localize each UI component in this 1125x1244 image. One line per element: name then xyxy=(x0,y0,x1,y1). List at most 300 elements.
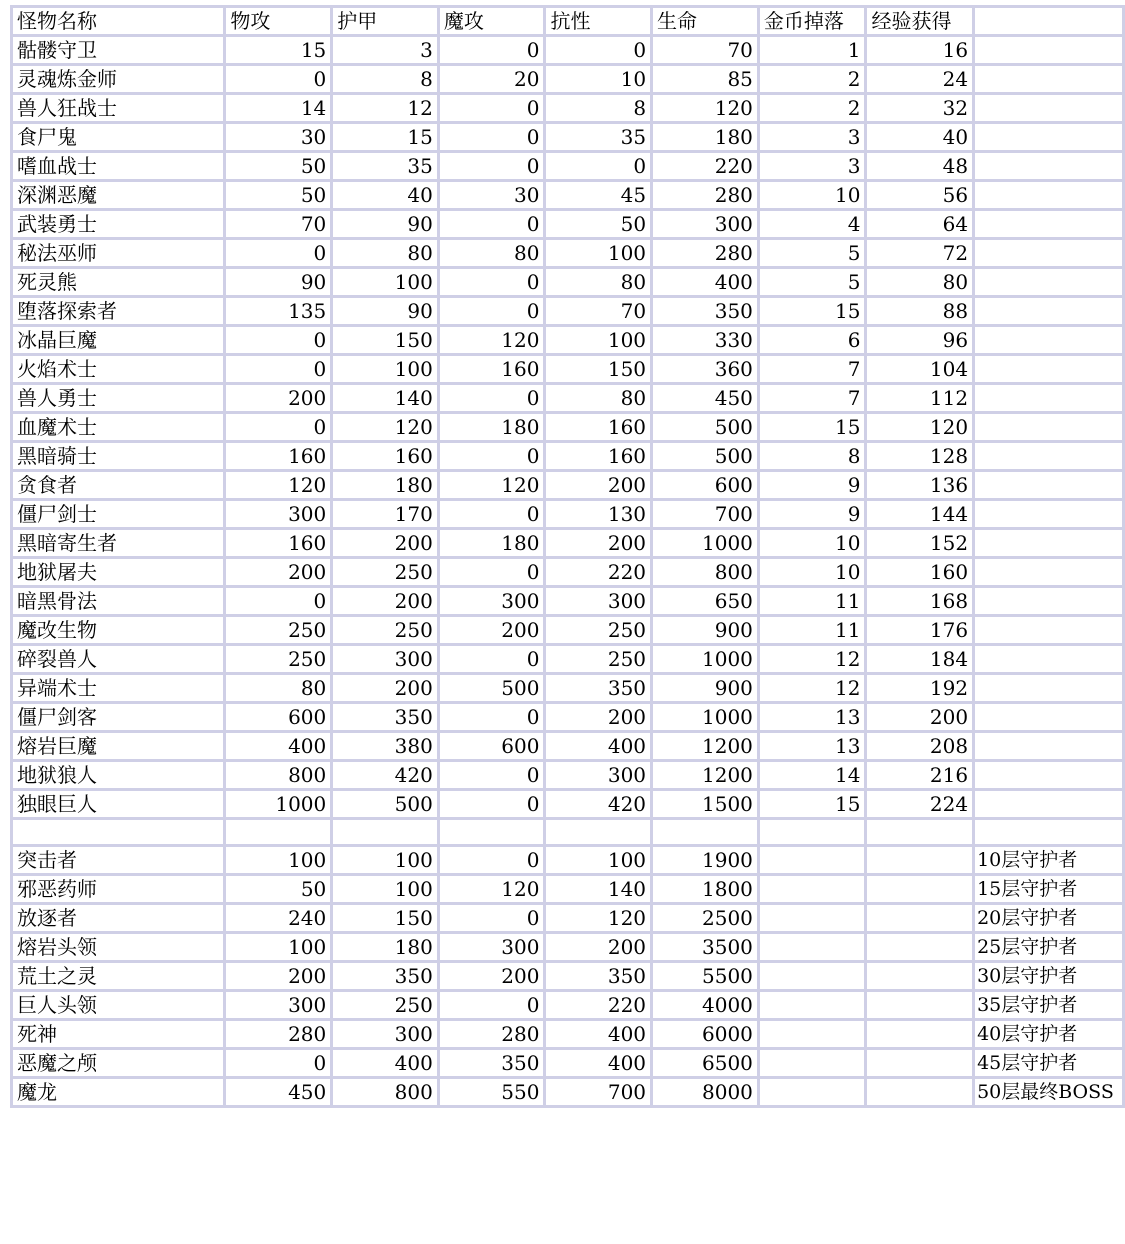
header-cell-armor[interactable]: 护甲 xyxy=(332,7,439,36)
cell-magic-attack[interactable] xyxy=(438,819,545,846)
cell-gold-drop[interactable]: 2 xyxy=(758,65,866,94)
cell-hp[interactable]: 900 xyxy=(652,674,759,703)
cell-name[interactable]: 魔龙 xyxy=(12,1077,225,1106)
cell-exp-gain[interactable] xyxy=(866,1048,974,1077)
cell-attack[interactable]: 0 xyxy=(225,355,332,384)
cell-exp-gain[interactable] xyxy=(866,874,974,903)
cell-name[interactable]: 秘法巫师 xyxy=(12,239,225,268)
cell-magic-attack[interactable]: 0 xyxy=(438,152,545,181)
cell-note[interactable] xyxy=(974,703,1124,732)
cell-gold-drop[interactable]: 5 xyxy=(758,268,866,297)
cell-resistance[interactable] xyxy=(545,819,652,846)
cell-gold-drop[interactable] xyxy=(758,990,866,1019)
cell-resistance[interactable]: 200 xyxy=(545,703,652,732)
cell-armor[interactable]: 160 xyxy=(332,442,439,471)
cell-name[interactable]: 食尸鬼 xyxy=(12,123,225,152)
cell-magic-attack[interactable]: 120 xyxy=(438,471,545,500)
cell-resistance[interactable]: 700 xyxy=(545,1077,652,1106)
cell-attack[interactable]: 200 xyxy=(225,558,332,587)
cell-attack[interactable]: 50 xyxy=(225,152,332,181)
cell-name[interactable]: 恶魔之颅 xyxy=(12,1048,225,1077)
cell-magic-attack[interactable]: 200 xyxy=(438,616,545,645)
cell-name[interactable]: 兽人狂战士 xyxy=(12,94,225,123)
cell-resistance[interactable]: 350 xyxy=(545,674,652,703)
cell-magic-attack[interactable]: 280 xyxy=(438,1019,545,1048)
cell-resistance[interactable]: 220 xyxy=(545,558,652,587)
cell-resistance[interactable]: 250 xyxy=(545,616,652,645)
cell-magic-attack[interactable]: 180 xyxy=(438,413,545,442)
cell-note[interactable]: 25层守护者 xyxy=(974,932,1124,961)
cell-name[interactable]: 僵尸剑客 xyxy=(12,703,225,732)
cell-exp-gain[interactable]: 160 xyxy=(866,558,974,587)
cell-exp-gain[interactable]: 208 xyxy=(866,732,974,761)
cell-attack[interactable]: 15 xyxy=(225,36,332,65)
cell-gold-drop[interactable]: 9 xyxy=(758,500,866,529)
cell-note[interactable] xyxy=(974,471,1124,500)
cell-resistance[interactable]: 35 xyxy=(545,123,652,152)
cell-note[interactable] xyxy=(974,442,1124,471)
cell-magic-attack[interactable]: 0 xyxy=(438,645,545,674)
cell-name[interactable]: 荒土之灵 xyxy=(12,961,225,990)
cell-hp[interactable] xyxy=(652,819,759,846)
cell-hp[interactable]: 500 xyxy=(652,442,759,471)
cell-exp-gain[interactable] xyxy=(866,961,974,990)
cell-armor[interactable]: 500 xyxy=(332,790,439,819)
cell-exp-gain[interactable] xyxy=(866,932,974,961)
cell-magic-attack[interactable]: 0 xyxy=(438,442,545,471)
cell-magic-attack[interactable]: 300 xyxy=(438,587,545,616)
cell-magic-attack[interactable]: 300 xyxy=(438,932,545,961)
cell-armor[interactable]: 100 xyxy=(332,845,439,874)
cell-exp-gain[interactable]: 48 xyxy=(866,152,974,181)
cell-resistance[interactable]: 220 xyxy=(545,990,652,1019)
cell-exp-gain[interactable]: 192 xyxy=(866,674,974,703)
cell-attack[interactable]: 240 xyxy=(225,903,332,932)
cell-exp-gain[interactable]: 16 xyxy=(866,36,974,65)
cell-hp[interactable]: 6500 xyxy=(652,1048,759,1077)
cell-hp[interactable]: 400 xyxy=(652,268,759,297)
cell-attack[interactable]: 0 xyxy=(225,587,332,616)
cell-armor[interactable]: 250 xyxy=(332,990,439,1019)
cell-armor[interactable]: 150 xyxy=(332,903,439,932)
header-cell-magic-attack[interactable]: 魔攻 xyxy=(438,7,545,36)
cell-attack[interactable]: 0 xyxy=(225,65,332,94)
cell-note[interactable]: 45层守护者 xyxy=(974,1048,1124,1077)
cell-gold-drop[interactable]: 13 xyxy=(758,703,866,732)
header-cell-gold-drop[interactable]: 金币掉落 xyxy=(758,7,866,36)
cell-armor[interactable]: 800 xyxy=(332,1077,439,1106)
cell-attack[interactable]: 14 xyxy=(225,94,332,123)
cell-gold-drop[interactable]: 10 xyxy=(758,558,866,587)
cell-magic-attack[interactable]: 0 xyxy=(438,558,545,587)
cell-hp[interactable]: 900 xyxy=(652,616,759,645)
cell-name[interactable]: 突击者 xyxy=(12,845,225,874)
cell-note[interactable] xyxy=(974,94,1124,123)
cell-armor[interactable]: 3 xyxy=(332,36,439,65)
cell-hp[interactable]: 220 xyxy=(652,152,759,181)
cell-armor[interactable]: 300 xyxy=(332,645,439,674)
cell-gold-drop[interactable] xyxy=(758,1019,866,1048)
cell-magic-attack[interactable]: 0 xyxy=(438,990,545,1019)
cell-exp-gain[interactable]: 104 xyxy=(866,355,974,384)
cell-note[interactable] xyxy=(974,500,1124,529)
cell-attack[interactable]: 70 xyxy=(225,210,332,239)
cell-gold-drop[interactable]: 12 xyxy=(758,674,866,703)
cell-armor[interactable]: 180 xyxy=(332,932,439,961)
cell-exp-gain[interactable]: 184 xyxy=(866,645,974,674)
cell-magic-attack[interactable]: 120 xyxy=(438,874,545,903)
cell-gold-drop[interactable]: 14 xyxy=(758,761,866,790)
cell-gold-drop[interactable]: 15 xyxy=(758,413,866,442)
cell-attack[interactable]: 1000 xyxy=(225,790,332,819)
cell-armor[interactable]: 100 xyxy=(332,355,439,384)
cell-armor[interactable]: 170 xyxy=(332,500,439,529)
cell-magic-attack[interactable]: 0 xyxy=(438,703,545,732)
cell-note[interactable] xyxy=(974,152,1124,181)
cell-resistance[interactable]: 120 xyxy=(545,903,652,932)
cell-gold-drop[interactable] xyxy=(758,961,866,990)
cell-hp[interactable]: 180 xyxy=(652,123,759,152)
cell-armor[interactable]: 35 xyxy=(332,152,439,181)
header-cell-exp-gain[interactable]: 经验获得 xyxy=(866,7,974,36)
cell-gold-drop[interactable] xyxy=(758,903,866,932)
cell-hp[interactable]: 70 xyxy=(652,36,759,65)
cell-gold-drop[interactable]: 11 xyxy=(758,587,866,616)
cell-resistance[interactable]: 80 xyxy=(545,384,652,413)
cell-note[interactable]: 30层守护者 xyxy=(974,961,1124,990)
cell-magic-attack[interactable]: 0 xyxy=(438,845,545,874)
cell-armor[interactable]: 250 xyxy=(332,558,439,587)
cell-exp-gain[interactable] xyxy=(866,903,974,932)
cell-name[interactable]: 死灵熊 xyxy=(12,268,225,297)
cell-name[interactable]: 冰晶巨魔 xyxy=(12,326,225,355)
cell-attack[interactable]: 300 xyxy=(225,500,332,529)
cell-hp[interactable]: 120 xyxy=(652,94,759,123)
cell-resistance[interactable]: 300 xyxy=(545,587,652,616)
cell-exp-gain[interactable] xyxy=(866,845,974,874)
cell-magic-attack[interactable]: 0 xyxy=(438,268,545,297)
cell-name[interactable]: 黑暗寄生者 xyxy=(12,529,225,558)
cell-name[interactable]: 暗黑骨法 xyxy=(12,587,225,616)
cell-exp-gain[interactable] xyxy=(866,1019,974,1048)
cell-note[interactable]: 20层守护者 xyxy=(974,903,1124,932)
cell-hp[interactable]: 280 xyxy=(652,239,759,268)
cell-exp-gain[interactable]: 80 xyxy=(866,268,974,297)
cell-name[interactable]: 碎裂兽人 xyxy=(12,645,225,674)
cell-gold-drop[interactable]: 13 xyxy=(758,732,866,761)
cell-resistance[interactable]: 45 xyxy=(545,181,652,210)
cell-armor[interactable]: 250 xyxy=(332,616,439,645)
cell-gold-drop[interactable]: 15 xyxy=(758,790,866,819)
cell-attack[interactable]: 300 xyxy=(225,990,332,1019)
cell-magic-attack[interactable]: 0 xyxy=(438,94,545,123)
cell-exp-gain[interactable] xyxy=(866,819,974,846)
cell-exp-gain[interactable]: 96 xyxy=(866,326,974,355)
cell-magic-attack[interactable]: 0 xyxy=(438,297,545,326)
cell-hp[interactable]: 1200 xyxy=(652,732,759,761)
cell-attack[interactable]: 600 xyxy=(225,703,332,732)
cell-exp-gain[interactable]: 32 xyxy=(866,94,974,123)
cell-magic-attack[interactable]: 200 xyxy=(438,961,545,990)
cell-resistance[interactable]: 300 xyxy=(545,761,652,790)
cell-hp[interactable]: 3500 xyxy=(652,932,759,961)
cell-exp-gain[interactable]: 24 xyxy=(866,65,974,94)
cell-magic-attack[interactable]: 0 xyxy=(438,123,545,152)
cell-name[interactable]: 熔岩头领 xyxy=(12,932,225,961)
cell-exp-gain[interactable]: 56 xyxy=(866,181,974,210)
cell-exp-gain[interactable]: 152 xyxy=(866,529,974,558)
cell-resistance[interactable]: 200 xyxy=(545,471,652,500)
cell-gold-drop[interactable] xyxy=(758,874,866,903)
cell-gold-drop[interactable]: 12 xyxy=(758,645,866,674)
cell-attack[interactable]: 200 xyxy=(225,961,332,990)
cell-note[interactable]: 50层最终BOSS xyxy=(974,1077,1124,1106)
cell-exp-gain[interactable]: 224 xyxy=(866,790,974,819)
cell-note[interactable] xyxy=(974,616,1124,645)
cell-resistance[interactable]: 420 xyxy=(545,790,652,819)
cell-exp-gain[interactable]: 136 xyxy=(866,471,974,500)
cell-resistance[interactable]: 140 xyxy=(545,874,652,903)
cell-name[interactable]: 地狱狼人 xyxy=(12,761,225,790)
cell-armor[interactable]: 200 xyxy=(332,529,439,558)
cell-gold-drop[interactable]: 4 xyxy=(758,210,866,239)
cell-exp-gain[interactable] xyxy=(866,990,974,1019)
cell-resistance[interactable]: 80 xyxy=(545,268,652,297)
cell-note[interactable] xyxy=(974,587,1124,616)
cell-hp[interactable]: 350 xyxy=(652,297,759,326)
cell-hp[interactable]: 360 xyxy=(652,355,759,384)
cell-note[interactable] xyxy=(974,355,1124,384)
cell-attack[interactable]: 0 xyxy=(225,239,332,268)
cell-armor[interactable]: 15 xyxy=(332,123,439,152)
cell-attack[interactable]: 135 xyxy=(225,297,332,326)
cell-gold-drop[interactable]: 7 xyxy=(758,384,866,413)
cell-magic-attack[interactable]: 180 xyxy=(438,529,545,558)
cell-name[interactable]: 武装勇士 xyxy=(12,210,225,239)
cell-name[interactable]: 熔岩巨魔 xyxy=(12,732,225,761)
cell-name[interactable]: 堕落探索者 xyxy=(12,297,225,326)
cell-magic-attack[interactable]: 80 xyxy=(438,239,545,268)
cell-exp-gain[interactable]: 64 xyxy=(866,210,974,239)
cell-resistance[interactable]: 250 xyxy=(545,645,652,674)
cell-attack[interactable]: 800 xyxy=(225,761,332,790)
cell-note[interactable] xyxy=(974,790,1124,819)
cell-magic-attack[interactable]: 20 xyxy=(438,65,545,94)
cell-magic-attack[interactable]: 30 xyxy=(438,181,545,210)
cell-hp[interactable]: 800 xyxy=(652,558,759,587)
cell-gold-drop[interactable] xyxy=(758,1077,866,1106)
cell-attack[interactable]: 100 xyxy=(225,932,332,961)
cell-hp[interactable]: 1000 xyxy=(652,529,759,558)
cell-exp-gain[interactable]: 168 xyxy=(866,587,974,616)
cell-name[interactable]: 兽人勇士 xyxy=(12,384,225,413)
cell-note[interactable] xyxy=(974,558,1124,587)
cell-magic-attack[interactable]: 0 xyxy=(438,384,545,413)
cell-gold-drop[interactable]: 8 xyxy=(758,442,866,471)
cell-armor[interactable]: 120 xyxy=(332,413,439,442)
cell-note[interactable] xyxy=(974,181,1124,210)
cell-resistance[interactable]: 160 xyxy=(545,442,652,471)
header-cell-note[interactable] xyxy=(974,7,1124,36)
cell-armor[interactable]: 300 xyxy=(332,1019,439,1048)
cell-armor[interactable]: 90 xyxy=(332,210,439,239)
cell-hp[interactable]: 700 xyxy=(652,500,759,529)
cell-attack[interactable]: 250 xyxy=(225,645,332,674)
cell-hp[interactable]: 1000 xyxy=(652,703,759,732)
cell-hp[interactable]: 5500 xyxy=(652,961,759,990)
header-cell-hp[interactable]: 生命 xyxy=(652,7,759,36)
cell-resistance[interactable]: 70 xyxy=(545,297,652,326)
cell-gold-drop[interactable]: 3 xyxy=(758,152,866,181)
cell-note[interactable]: 35层守护者 xyxy=(974,990,1124,1019)
cell-hp[interactable]: 1900 xyxy=(652,845,759,874)
cell-gold-drop[interactable] xyxy=(758,1048,866,1077)
cell-hp[interactable]: 300 xyxy=(652,210,759,239)
cell-magic-attack[interactable]: 0 xyxy=(438,210,545,239)
cell-attack[interactable]: 0 xyxy=(225,413,332,442)
header-cell-name[interactable]: 怪物名称 xyxy=(12,7,225,36)
cell-note[interactable] xyxy=(974,674,1124,703)
cell-resistance[interactable]: 10 xyxy=(545,65,652,94)
cell-note[interactable] xyxy=(974,210,1124,239)
cell-hp[interactable]: 1800 xyxy=(652,874,759,903)
cell-hp[interactable]: 1200 xyxy=(652,761,759,790)
cell-note[interactable] xyxy=(974,297,1124,326)
cell-exp-gain[interactable]: 144 xyxy=(866,500,974,529)
cell-name[interactable]: 异端术士 xyxy=(12,674,225,703)
cell-hp[interactable]: 1000 xyxy=(652,645,759,674)
cell-note[interactable] xyxy=(974,239,1124,268)
cell-resistance[interactable]: 400 xyxy=(545,1019,652,1048)
cell-note[interactable] xyxy=(974,529,1124,558)
cell-attack[interactable]: 80 xyxy=(225,674,332,703)
cell-armor[interactable]: 350 xyxy=(332,961,439,990)
cell-armor[interactable] xyxy=(332,819,439,846)
cell-resistance[interactable]: 200 xyxy=(545,932,652,961)
cell-resistance[interactable]: 100 xyxy=(545,326,652,355)
cell-note[interactable] xyxy=(974,819,1124,846)
cell-name[interactable]: 深渊恶魔 xyxy=(12,181,225,210)
cell-name[interactable]: 僵尸剑士 xyxy=(12,500,225,529)
cell-note[interactable]: 40层守护者 xyxy=(974,1019,1124,1048)
cell-armor[interactable]: 180 xyxy=(332,471,439,500)
cell-note[interactable] xyxy=(974,65,1124,94)
cell-hp[interactable]: 4000 xyxy=(652,990,759,1019)
cell-note[interactable] xyxy=(974,761,1124,790)
cell-name[interactable]: 放逐者 xyxy=(12,903,225,932)
cell-hp[interactable]: 600 xyxy=(652,471,759,500)
cell-attack[interactable]: 0 xyxy=(225,1048,332,1077)
cell-name[interactable]: 火焰术士 xyxy=(12,355,225,384)
cell-note[interactable]: 15层守护者 xyxy=(974,874,1124,903)
cell-gold-drop[interactable]: 15 xyxy=(758,297,866,326)
header-cell-attack[interactable]: 物攻 xyxy=(225,7,332,36)
cell-resistance[interactable]: 160 xyxy=(545,413,652,442)
cell-armor[interactable]: 12 xyxy=(332,94,439,123)
cell-hp[interactable]: 2500 xyxy=(652,903,759,932)
cell-exp-gain[interactable]: 112 xyxy=(866,384,974,413)
cell-hp[interactable]: 280 xyxy=(652,181,759,210)
cell-gold-drop[interactable]: 9 xyxy=(758,471,866,500)
cell-magic-attack[interactable]: 550 xyxy=(438,1077,545,1106)
cell-armor[interactable]: 200 xyxy=(332,674,439,703)
cell-name[interactable]: 巨人头领 xyxy=(12,990,225,1019)
cell-attack[interactable]: 100 xyxy=(225,845,332,874)
cell-exp-gain[interactable]: 120 xyxy=(866,413,974,442)
cell-name[interactable]: 灵魂炼金师 xyxy=(12,65,225,94)
cell-note[interactable] xyxy=(974,326,1124,355)
cell-magic-attack[interactable]: 120 xyxy=(438,326,545,355)
cell-exp-gain[interactable]: 216 xyxy=(866,761,974,790)
cell-hp[interactable]: 500 xyxy=(652,413,759,442)
cell-note[interactable] xyxy=(974,732,1124,761)
cell-note[interactable] xyxy=(974,123,1124,152)
cell-hp[interactable]: 8000 xyxy=(652,1077,759,1106)
cell-gold-drop[interactable]: 7 xyxy=(758,355,866,384)
cell-resistance[interactable]: 100 xyxy=(545,239,652,268)
cell-note[interactable] xyxy=(974,36,1124,65)
cell-gold-drop[interactable] xyxy=(758,819,866,846)
cell-resistance[interactable]: 0 xyxy=(545,152,652,181)
cell-exp-gain[interactable]: 200 xyxy=(866,703,974,732)
cell-armor[interactable]: 200 xyxy=(332,587,439,616)
cell-hp[interactable]: 330 xyxy=(652,326,759,355)
cell-name[interactable]: 死神 xyxy=(12,1019,225,1048)
cell-resistance[interactable]: 400 xyxy=(545,732,652,761)
cell-armor[interactable]: 420 xyxy=(332,761,439,790)
cell-attack[interactable] xyxy=(225,819,332,846)
cell-armor[interactable]: 150 xyxy=(332,326,439,355)
header-cell-resistance[interactable]: 抗性 xyxy=(545,7,652,36)
cell-gold-drop[interactable]: 1 xyxy=(758,36,866,65)
cell-hp[interactable]: 1500 xyxy=(652,790,759,819)
cell-attack[interactable]: 280 xyxy=(225,1019,332,1048)
cell-magic-attack[interactable]: 350 xyxy=(438,1048,545,1077)
cell-attack[interactable]: 200 xyxy=(225,384,332,413)
cell-note[interactable] xyxy=(974,413,1124,442)
cell-armor[interactable]: 100 xyxy=(332,268,439,297)
cell-attack[interactable]: 50 xyxy=(225,181,332,210)
cell-name[interactable]: 嗜血战士 xyxy=(12,152,225,181)
cell-name[interactable]: 骷髅守卫 xyxy=(12,36,225,65)
cell-attack[interactable]: 450 xyxy=(225,1077,332,1106)
cell-name[interactable]: 独眼巨人 xyxy=(12,790,225,819)
cell-hp[interactable]: 6000 xyxy=(652,1019,759,1048)
cell-gold-drop[interactable]: 2 xyxy=(758,94,866,123)
cell-name[interactable] xyxy=(12,819,225,846)
cell-armor[interactable]: 140 xyxy=(332,384,439,413)
cell-armor[interactable]: 40 xyxy=(332,181,439,210)
cell-attack[interactable]: 250 xyxy=(225,616,332,645)
cell-note[interactable] xyxy=(974,268,1124,297)
cell-magic-attack[interactable]: 160 xyxy=(438,355,545,384)
cell-name[interactable]: 血魔术士 xyxy=(12,413,225,442)
cell-gold-drop[interactable]: 10 xyxy=(758,181,866,210)
cell-resistance[interactable]: 130 xyxy=(545,500,652,529)
cell-name[interactable]: 邪恶药师 xyxy=(12,874,225,903)
cell-gold-drop[interactable]: 6 xyxy=(758,326,866,355)
cell-exp-gain[interactable]: 40 xyxy=(866,123,974,152)
cell-gold-drop[interactable] xyxy=(758,845,866,874)
cell-magic-attack[interactable]: 0 xyxy=(438,36,545,65)
cell-hp[interactable]: 650 xyxy=(652,587,759,616)
cell-attack[interactable]: 50 xyxy=(225,874,332,903)
cell-magic-attack[interactable]: 0 xyxy=(438,903,545,932)
cell-gold-drop[interactable]: 5 xyxy=(758,239,866,268)
cell-name[interactable]: 黑暗骑士 xyxy=(12,442,225,471)
cell-hp[interactable]: 450 xyxy=(652,384,759,413)
cell-exp-gain[interactable]: 128 xyxy=(866,442,974,471)
